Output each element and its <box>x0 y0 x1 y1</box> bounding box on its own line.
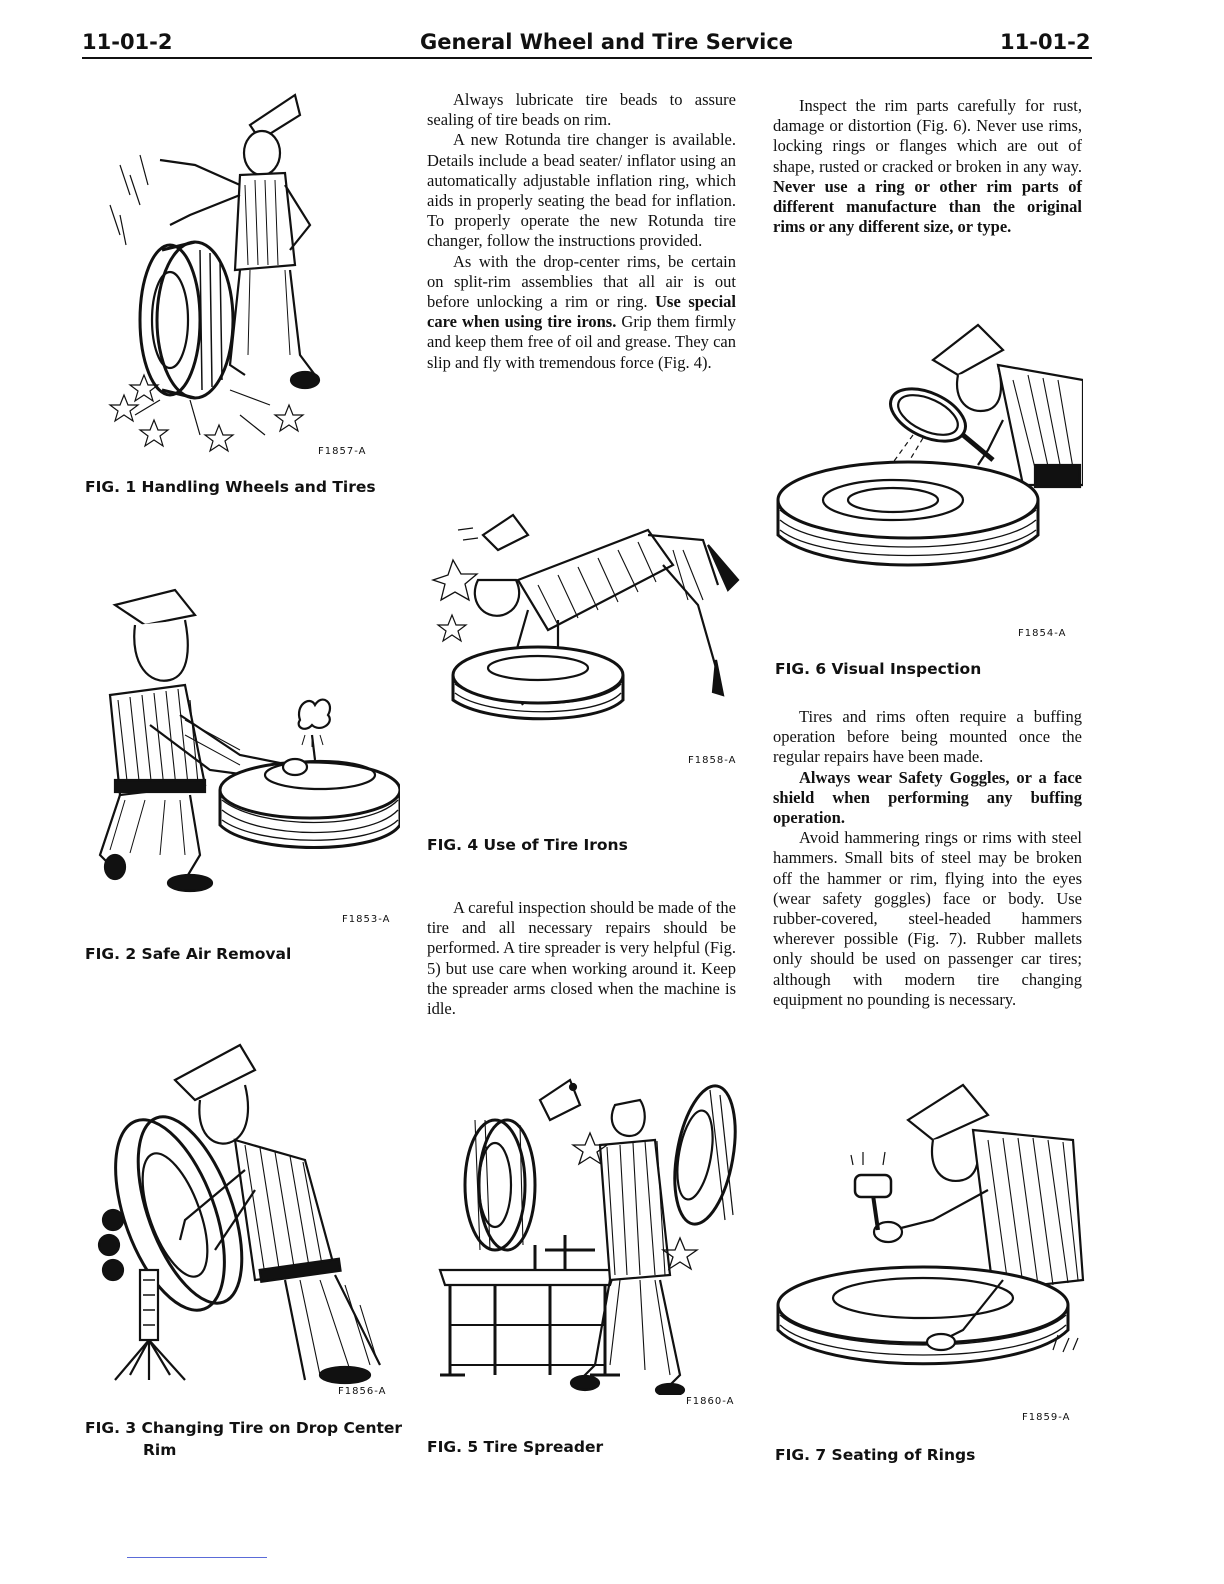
page-title: General Wheel and Tire Service <box>420 30 794 54</box>
page-number-right: 11-01-2 <box>1000 30 1091 54</box>
fig4-id: F1858-A <box>688 755 737 766</box>
fig4-caption: FIG. 4 Use of Tire Irons <box>427 836 628 854</box>
fig3-illustration <box>95 1040 385 1390</box>
page-number-left: 11-01-2 <box>82 30 173 54</box>
fig2-caption: FIG. 2 Safe Air Removal <box>85 945 292 963</box>
fig1-id: F1857-A <box>318 446 367 457</box>
fig2-illustration <box>90 585 400 900</box>
paragraph-goggles-warning <box>773 768 1082 829</box>
paragraph-rotunda: A new Rotunda tire changer is available. Details include a bead seater/ inflator using an automatically adjustable inflation ring, which aids in properly seating the bead for inflation. To properly operate the new Rotunda tire changer, follow the instructions provided. <box>427 130 736 251</box>
paragraph-split-rim <box>427 252 736 373</box>
paragraph-hammering: Avoid hammering rings or rims with steel hammers. Small bits of steel may be broken off the hammer or rim, flying into the eyes (wear safety goggles) face or body. Use rubber-covered, steel-headed hammers wherever possible (Fig. 7). Rubber mallets only should be used on passenger car tires; although with modern tire changing equipment no pounding is necessary. <box>773 828 1082 1009</box>
split-rim-text-a: As with the drop-center rims, be certain on split-rim assemblies that all air is out before unlocking a rim or ring. <box>427 251 736 312</box>
split-rim-warning: Use special care when using tire irons. <box>427 292 736 332</box>
fig5-caption: FIG. 5 Tire Spreader <box>427 1438 604 1456</box>
goggles-warning: Always wear Safety Goggles, or a face shield when performing any buffing operation. <box>773 767 1082 828</box>
footer-line <box>127 1557 267 1558</box>
fig3-caption-line1: FIG. 3 Changing Tire on Drop Center <box>85 1419 403 1437</box>
rim-parts-warning: Never use a ring or other rim parts of different manufacture than the original rims or any different size, or type. <box>773 176 1082 237</box>
fig4-illustration <box>428 510 748 725</box>
paragraph-buffing: Tires and rims often require a buffing operation before being mounted once the regular repairs have been made. <box>773 707 1082 767</box>
fig5-id: F1860-A <box>686 1396 735 1407</box>
right-text-block-2 <box>773 707 1082 1010</box>
fig1-illustration <box>100 85 380 455</box>
middle-text-block-1 <box>427 90 736 373</box>
paragraph-rim-parts <box>773 96 1082 237</box>
fig3-caption-line2: Rim <box>143 1441 177 1459</box>
header-rule <box>82 57 1092 59</box>
fig7-caption: FIG. 7 Seating of Rings <box>775 1446 976 1464</box>
fig2-id: F1853-A <box>342 914 391 925</box>
fig6-id: F1854-A <box>1018 628 1067 639</box>
right-text-block-1 <box>773 96 1082 237</box>
paragraph-inspection: A careful inspection should be made of the tire and all necessary repairs should be performed. A tire spreader is very helpful (Fig. 5) but use care when working around it. Keep the spreader arms closed when the machine is idle. <box>427 898 736 1019</box>
fig6-caption: FIG. 6 Visual Inspection <box>775 660 982 678</box>
fig7-illustration <box>773 1080 1085 1380</box>
fig7-id: F1859-A <box>1022 1412 1071 1423</box>
rim-parts-text: Inspect the rim parts carefully for rust, damage or distortion (Fig. 6). Never use rims, locking rings or flanges which are out of shape, rusted or cracked or broken in any way. <box>773 96 1082 176</box>
split-rim-text-b: Grip them firmly and keep them free of oil and grease. They can slip and fly with tremendous force (Fig. 4). <box>427 312 737 372</box>
fig6-illustration <box>773 320 1083 575</box>
paragraph-lubricate: Always lubricate tire beads to assure sealing of tire beads on rim. <box>427 90 736 130</box>
middle-text-block-2 <box>427 898 736 1019</box>
fig5-illustration <box>435 1075 740 1395</box>
fig1-caption: FIG. 1 Handling Wheels and Tires <box>85 478 376 496</box>
fig3-id: F1856-A <box>338 1386 387 1397</box>
